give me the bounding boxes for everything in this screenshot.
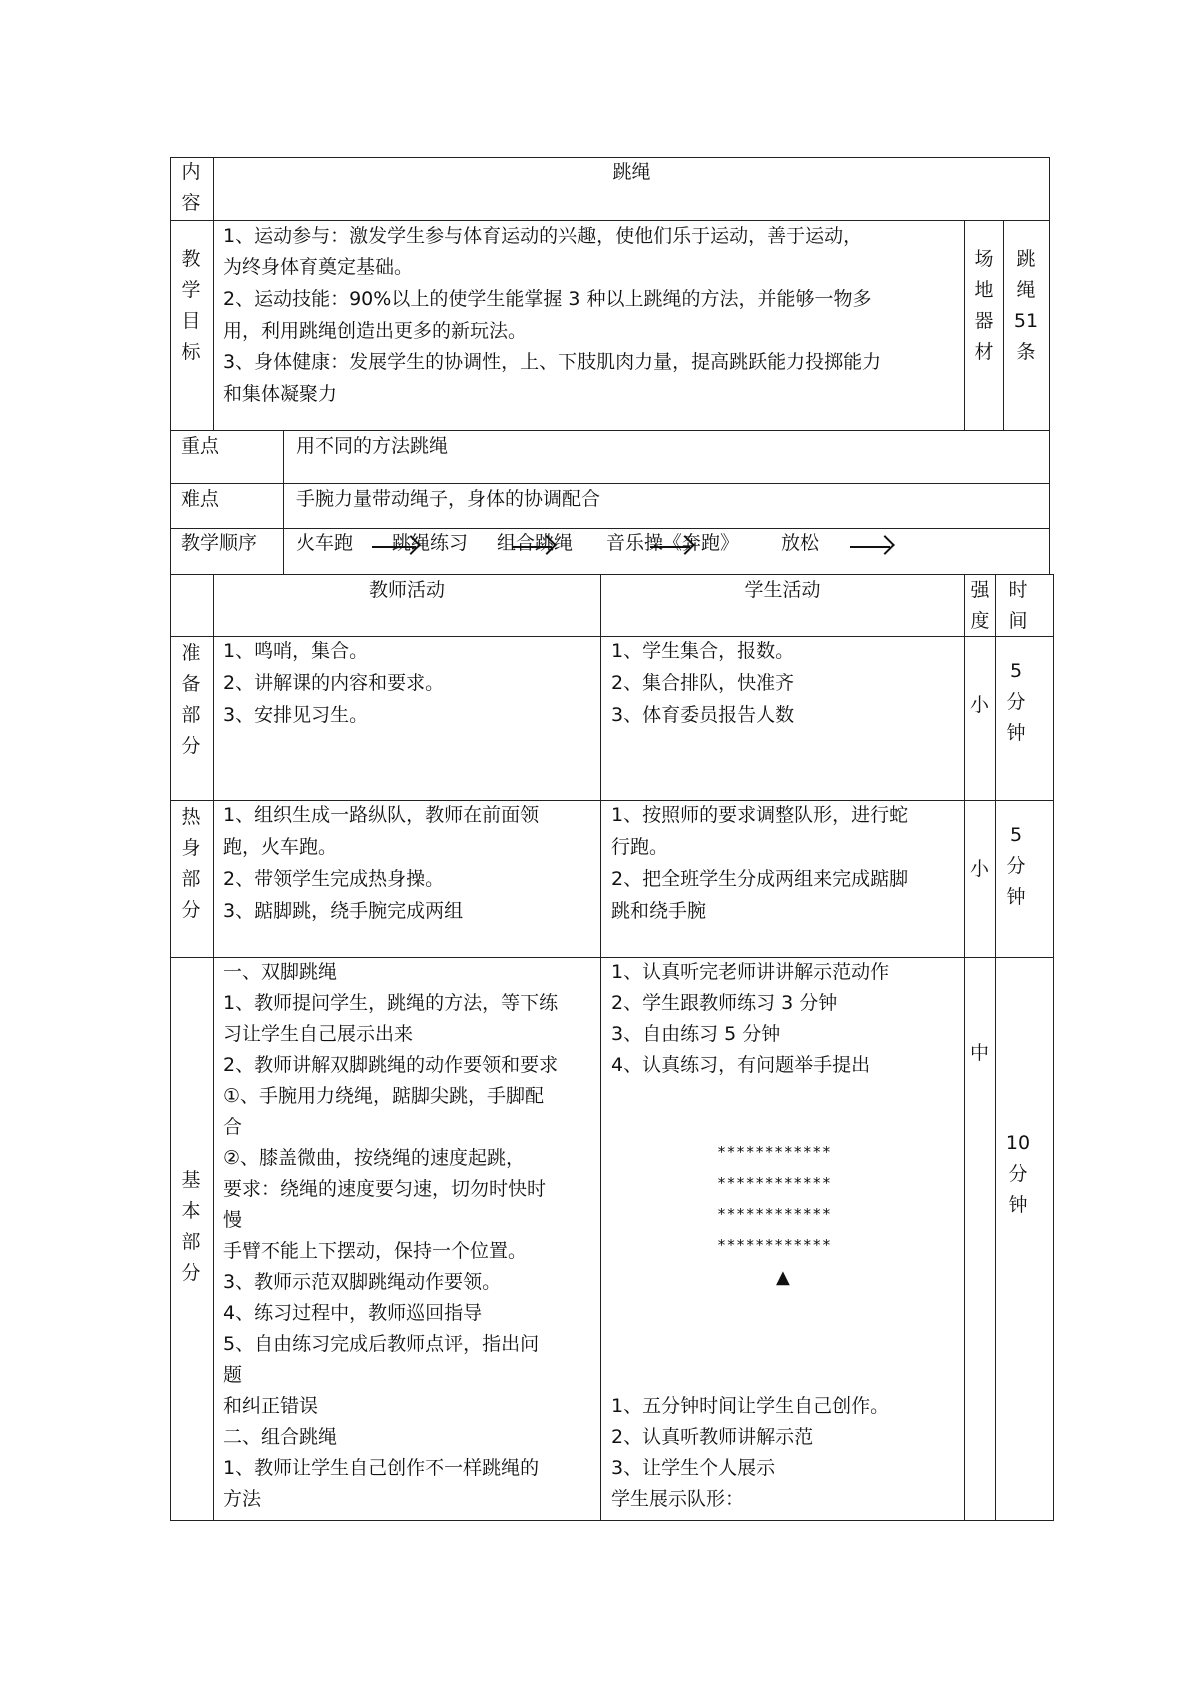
- goals-line-3: 2、运动技能：90%以上的使学生能掌握 3 种以上跳绳的方法，并能够一物多: [223, 288, 872, 310]
- sequence-label: 教学顺序: [181, 532, 258, 554]
- main-student-line: 4、认真练习，有问题举手提出: [611, 1054, 871, 1076]
- prep-teacher-line: 3、安排见习生。: [223, 704, 369, 726]
- formation-row: ************: [717, 1174, 832, 1192]
- sequence-step-3: 组合跳绳: [497, 532, 574, 554]
- main-teacher-line: 手臂不能上下摆动，保持一个位置。: [223, 1240, 528, 1262]
- warmup-student-line: 跳和绕手腕: [611, 900, 707, 922]
- warmup-teacher-line: 跑，火车跑。: [223, 836, 338, 858]
- prep-student-line: 2、集合排队，快准齐: [611, 672, 795, 694]
- warmup-student-line: 1、按照师的要求调整队形，进行蛇: [611, 804, 909, 826]
- key-point-label: 重点: [181, 435, 220, 457]
- main-time-cell: [995, 957, 1054, 1521]
- main-teacher-line: 4、练习过程中，教师巡回指导: [223, 1302, 483, 1324]
- formation-row: ************: [717, 1143, 832, 1161]
- main-teacher-line: 1、教师提问学生，跳绳的方法，等下练: [223, 992, 559, 1014]
- main-teacher-line: 和纠正错误: [223, 1395, 319, 1417]
- main-teacher-line: 习让学生自己展示出来: [223, 1023, 414, 1045]
- main-teacher-line: 1、教师让学生自己创作不一样跳绳的: [223, 1457, 540, 1479]
- prep-intensity: 小: [970, 694, 990, 716]
- teacher-header: 教师活动: [368, 579, 445, 601]
- formation-row: ************: [717, 1236, 832, 1254]
- warmup-label: 热 身 部 分: [181, 806, 201, 921]
- main-student-line: 学生展示队形：: [611, 1488, 745, 1510]
- main-time: 10 分 钟: [1005, 1132, 1031, 1216]
- main-teacher-line: 方法: [223, 1488, 262, 1510]
- goals-line-1: 1、运动参与：激发学生参与体育运动的兴趣，使他们乐于运动，善于运动，: [223, 225, 863, 247]
- warmup-teacher-line: 2、带领学生完成热身操。: [223, 868, 445, 890]
- formation-row: ************: [717, 1205, 832, 1223]
- main-label: 基 本 部 分: [181, 1169, 201, 1284]
- sequence-arrow-4: [850, 546, 890, 548]
- main-teacher-line: 题: [223, 1364, 243, 1386]
- warmup-teacher-line: 1、组织生成一路纵队，教师在前面领: [223, 804, 540, 826]
- warmup-intensity: 小: [970, 858, 990, 880]
- prep-student-line: 3、体育委员报告人数: [611, 704, 795, 726]
- venue-label: 场 地 器 材: [974, 248, 994, 363]
- key-point-value: 用不同的方法跳绳: [296, 435, 449, 457]
- main-intensity: 中: [970, 1042, 990, 1064]
- prep-label: 准 备 部 分: [181, 642, 201, 757]
- time-header: 时 间: [1008, 579, 1028, 632]
- content-label: 内 容: [181, 161, 201, 214]
- goals-label: 教 学 目 标: [181, 248, 201, 363]
- main-student-line: 3、让学生个人展示: [611, 1457, 776, 1479]
- difficulty-value: 手腕力量带动绳子，身体的协调配合: [296, 488, 601, 510]
- prep-teacher-line: 1、鸣哨，集合。: [223, 640, 369, 662]
- warmup-teacher-line: 3、踮脚跳，绕手腕完成两组: [223, 900, 464, 922]
- prep-teacher-line: 2、讲解课的内容和要求。: [223, 672, 445, 694]
- main-teacher-line: ②、膝盖微曲，按绕绳的速度起跳，: [223, 1147, 526, 1169]
- main-student-line: 3、自由练习 5 分钟: [611, 1023, 781, 1045]
- goals-line-4: 用，利用跳绳创造出更多的新玩法。: [223, 320, 528, 342]
- main-teacher-line: 5、自由练习完成后教师点评，指出问: [223, 1333, 540, 1355]
- student-header: 学生活动: [744, 579, 821, 601]
- goals-line-2: 为终身体育奠定基础。: [223, 256, 414, 278]
- goals-line-5: 3、身体健康：发展学生的协调性，上、下肢肌肉力量，提高跳跃能力投掷能力: [223, 351, 882, 373]
- difficulty-label: 难点: [181, 488, 220, 510]
- main-student-line: 2、认真听教师讲解示范: [611, 1426, 814, 1448]
- main-student-line: 1、认真听完老师讲讲解示范动作: [611, 961, 890, 983]
- goals-line-6: 和集体凝聚力: [223, 383, 338, 405]
- warmup-student-line: 行跑。: [611, 836, 669, 858]
- sequence-step-5: 放松: [781, 532, 820, 554]
- main-teacher-line: 要求：绕绳的速度要匀速，切勿时快时: [223, 1178, 547, 1200]
- sequence-step-2: 跳绳练习: [392, 532, 469, 554]
- prep-student-line: 1、学生集合，报数。: [611, 640, 795, 662]
- intensity-header: 强 度: [970, 579, 990, 632]
- main-teacher-line: 2、教师讲解双脚跳绳的动作要领和要求: [223, 1054, 559, 1076]
- main-teacher-line: 二、组合跳绳: [223, 1426, 338, 1448]
- header-empty-cell: [170, 574, 214, 637]
- main-teacher-line: 合: [223, 1116, 243, 1138]
- warmup-student-line: 2、把全班学生分成两组来完成踮脚: [611, 868, 909, 890]
- teacher-position-marker: ▲: [776, 1267, 790, 1288]
- venue-value: 跳 绳 51 条: [1013, 248, 1039, 363]
- sequence-step-4: 音乐操《奔跑》: [606, 532, 740, 554]
- main-teacher-line: 一、双脚跳绳: [223, 961, 338, 983]
- main-teacher-line: 3、教师示范双脚跳绳动作要领。: [223, 1271, 502, 1293]
- main-teacher-line: 慢: [223, 1209, 243, 1231]
- main-teacher-line: ①、手腕用力绕绳，踮脚尖跳，手脚配: [223, 1085, 545, 1107]
- main-student-line: 1、五分钟时间让学生自己创作。: [611, 1395, 890, 1417]
- main-student-line: 2、学生跟教师练习 3 分钟: [611, 992, 838, 1014]
- warmup-time: 5 分 钟: [1006, 824, 1026, 908]
- content-value: 跳绳: [612, 161, 651, 183]
- prep-time: 5 分 钟: [1006, 660, 1026, 744]
- sequence-step-1: 火车跑: [296, 532, 354, 554]
